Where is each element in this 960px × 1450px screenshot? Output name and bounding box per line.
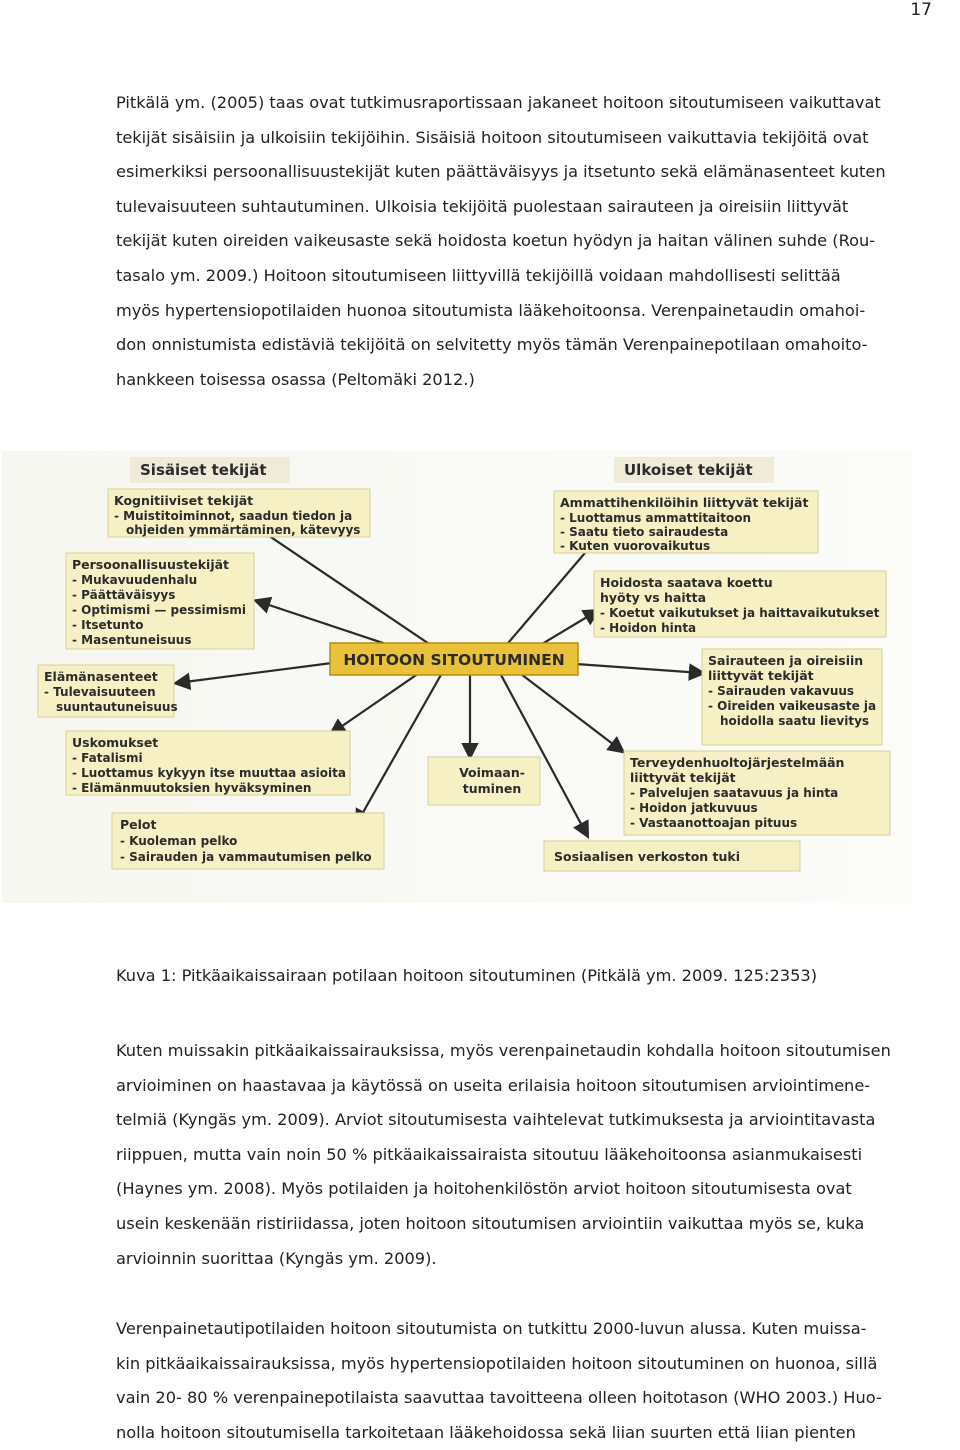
text-line: tekijät sisäisiin ja ulkoisiin tekijöihin. Sisäisiä hoitoon sitoutumiseen vaikuttavia tekijöitä ovat (116, 127, 869, 147)
text-line: tasalo ym. 2009.) Hoitoon sitoutumiseen liittyvillä tekijöillä voidaan mahdollisesti selittää (116, 265, 841, 285)
diagram-svg (2, 451, 912, 903)
box-title: Ammattihenkilöihin liittyvät tekijät (560, 495, 809, 510)
left-heading: Sisäiset tekijät (140, 461, 267, 479)
text-line: kin pitkäaikaissairauksissa, myös hypertensiopotilaiden hoitoon sitoutuminen on huonoa, sillä (116, 1353, 878, 1373)
box-item: - Luottamus kykyyn itse muuttaa asioita (72, 766, 346, 780)
box-item: - Palvelujen saatavuus ja hinta (630, 786, 839, 800)
box-title: Sosiaalisen verkoston tuki (554, 849, 741, 864)
box-title-2: liittyvät tekijät (630, 770, 736, 785)
box-item: - Sairauden ja vammautumisen pelko (120, 850, 372, 864)
box-title: Persoonallisuustekijät (72, 557, 230, 572)
box-item: - Hoidon hinta (600, 621, 697, 635)
text-line: don onnistumista edistäviä tekijöitä on selvitetty myös tämän Verenpainepotilaan omahoito- (116, 335, 868, 355)
text-line: esimerkiksi persoonallisuustekijät kuten päättäväisyys ja itsetunto sekä elämänasenteet kuten (116, 162, 886, 182)
box-title: Uskomukset (72, 735, 159, 750)
box-item: - Saatu tieto sairaudesta (560, 525, 729, 539)
box-item: - Kuten vuorovaikutus (560, 539, 711, 553)
left-box-persoonallisuus (66, 553, 254, 649)
box-item: - Kuoleman pelko (120, 834, 238, 848)
box-item: - Elämänmuutoksien hyväksyminen (72, 781, 312, 795)
box-title: Terveydenhuoltojärjestelmään (630, 755, 845, 770)
left-box-pelot (112, 813, 384, 869)
right-box-sosiaalinen (544, 841, 800, 871)
text-line: arvioiminen on haastavaa ja käytössä on useita erilaisia hoitoon sitoutumisen arviointimene- (116, 1075, 871, 1095)
box-item: - Sairauden vakavuus (708, 684, 855, 698)
text-line: Kuten muissakin pitkäaikaissairauksissa, myös verenpainetaudin kohdalla hoitoon sitoutumisen (116, 1041, 891, 1060)
box-voimaantuminen (428, 757, 540, 805)
right-box-terveydenhuolto (624, 751, 890, 835)
box-item: - Koetut vaikutukset ja haittavaikutukset (600, 606, 880, 620)
box-title: Hoidosta saatava koettu (600, 575, 773, 590)
text-line: telmiä (Kyngäs ym. 2009). Arviot sitoutumisesta vaihtelevat tutkimuksesta ja arviointitavasta (116, 1110, 876, 1130)
text-line: (Haynes ym. 2008). Myös potilaiden ja hoitohenkilöstön arviot hoitoon sitoutumisesta ovat (116, 1179, 852, 1199)
text-line: Pitkälä ym. (2005) taas ovat tutkimusraportissaan jakaneet hoitoon sitoutumiseen vaikuttavat (116, 93, 881, 112)
left-box-kognitiiviset (108, 489, 370, 537)
box-item: ohjeiden ymmärtäminen, kätevyys (126, 523, 361, 537)
paragraph-1 (116, 86, 960, 397)
text-line: arvioinnin suorittaa (Kyngäs ym. 2009). (116, 1248, 437, 1268)
figure-diagram (2, 451, 912, 903)
right-box-sairauteen (702, 649, 882, 745)
text-line: tekijät kuten oireiden vaikeusaste sekä hoidosta koetun hyödyn ja haitan välinen suhde (Rou- (116, 231, 876, 251)
box-title: Kognitiiviset tekijät (114, 493, 254, 508)
box-item: - Tulevaisuuteen (44, 685, 156, 699)
text-line: hankkeen toisessa osassa (Peltomäki 2012.) (116, 369, 475, 389)
box-item: - Oireiden vaikeusaste ja (708, 699, 877, 713)
right-heading: Ulkoiset tekijät (624, 461, 753, 479)
right-box-hoidosta (594, 571, 886, 637)
paragraph-3 (116, 1312, 960, 1450)
box-item: - Vastaanottoajan pituus (630, 816, 798, 830)
box-item: - Optimismi — pessimismi (72, 603, 247, 617)
paragraph-2 (116, 1034, 960, 1276)
box-title: Elämänasenteet (44, 669, 158, 684)
text-line: myös hypertensiopotilaiden huonoa sitoutumista lääkehoitoonsa. Verenpainetaudin omahoi- (116, 300, 866, 320)
left-box-uskomukset (66, 731, 350, 795)
box-title-2: hyöty vs haitta (600, 590, 707, 605)
text-line: usein keskenään ristiriidassa, joten hoitoon sitoutumisen arviointiin vaikuttaa myös se, kuka (116, 1213, 865, 1233)
page-number: 17 (910, 0, 932, 20)
box-item: - Hoidon jatkuvuus (630, 801, 758, 815)
box-item: - Fatalismi (72, 751, 143, 765)
box-title: Sairauteen ja oireisiin (708, 653, 864, 668)
box-item: - Masentuneisuus (72, 633, 192, 647)
box-item: Voimaan- (459, 765, 525, 780)
box-item: - Mukavuudenhalu (72, 573, 198, 587)
figure-caption: Kuva 1: Pitkäaikaissairaan potilaan hoitoon sitoutuminen (Pitkälä ym. 2009. 125:2353) (116, 966, 818, 985)
box-item: - Muistitoiminnot, saadun tiedon ja (114, 509, 353, 523)
right-box-ammattihenkilo (554, 491, 818, 553)
text-line: tulevaisuuteen suhtautuminen. Ulkoisia tekijöitä puolestaan sairauteen ja oireisiin liittyvät (116, 196, 849, 216)
box-item: tuminen (462, 781, 522, 796)
text-line: vain 20- 80 % verenpainepotilaista saavuttaa tavoitteena olleen hoitotason (WHO 2003.) Huo- (116, 1388, 882, 1408)
box-item: suuntautuneisuus (56, 700, 178, 714)
text-line: riippuen, mutta vain noin 50 % pitkäaikaissairaista sitoutuu lääkehoitoonsa asianmukaisesti (116, 1144, 863, 1164)
text-line: nolla hoitoon sitoutumisella tarkoitetaan lääkehoidossa sekä liian suurten että liian pienten (116, 1422, 856, 1442)
center-label: HOITOON SITOUTUMINEN (343, 651, 565, 669)
box-title-2: liittyvät tekijät (708, 668, 814, 683)
box-title: Pelot (120, 817, 157, 832)
box-item: - Luottamus ammattitaitoon (560, 511, 752, 525)
box-item: hoidolla saatu lievitys (720, 714, 870, 728)
left-box-elamanasenteet (38, 665, 178, 717)
text-line: Verenpainetautipotilaiden hoitoon sitoutumista on tutkittu 2000-luvun alussa. Kuten muissa- (116, 1319, 867, 1338)
box-item: - Päättäväisyys (72, 588, 176, 602)
box-item: - Itsetunto (72, 618, 144, 632)
